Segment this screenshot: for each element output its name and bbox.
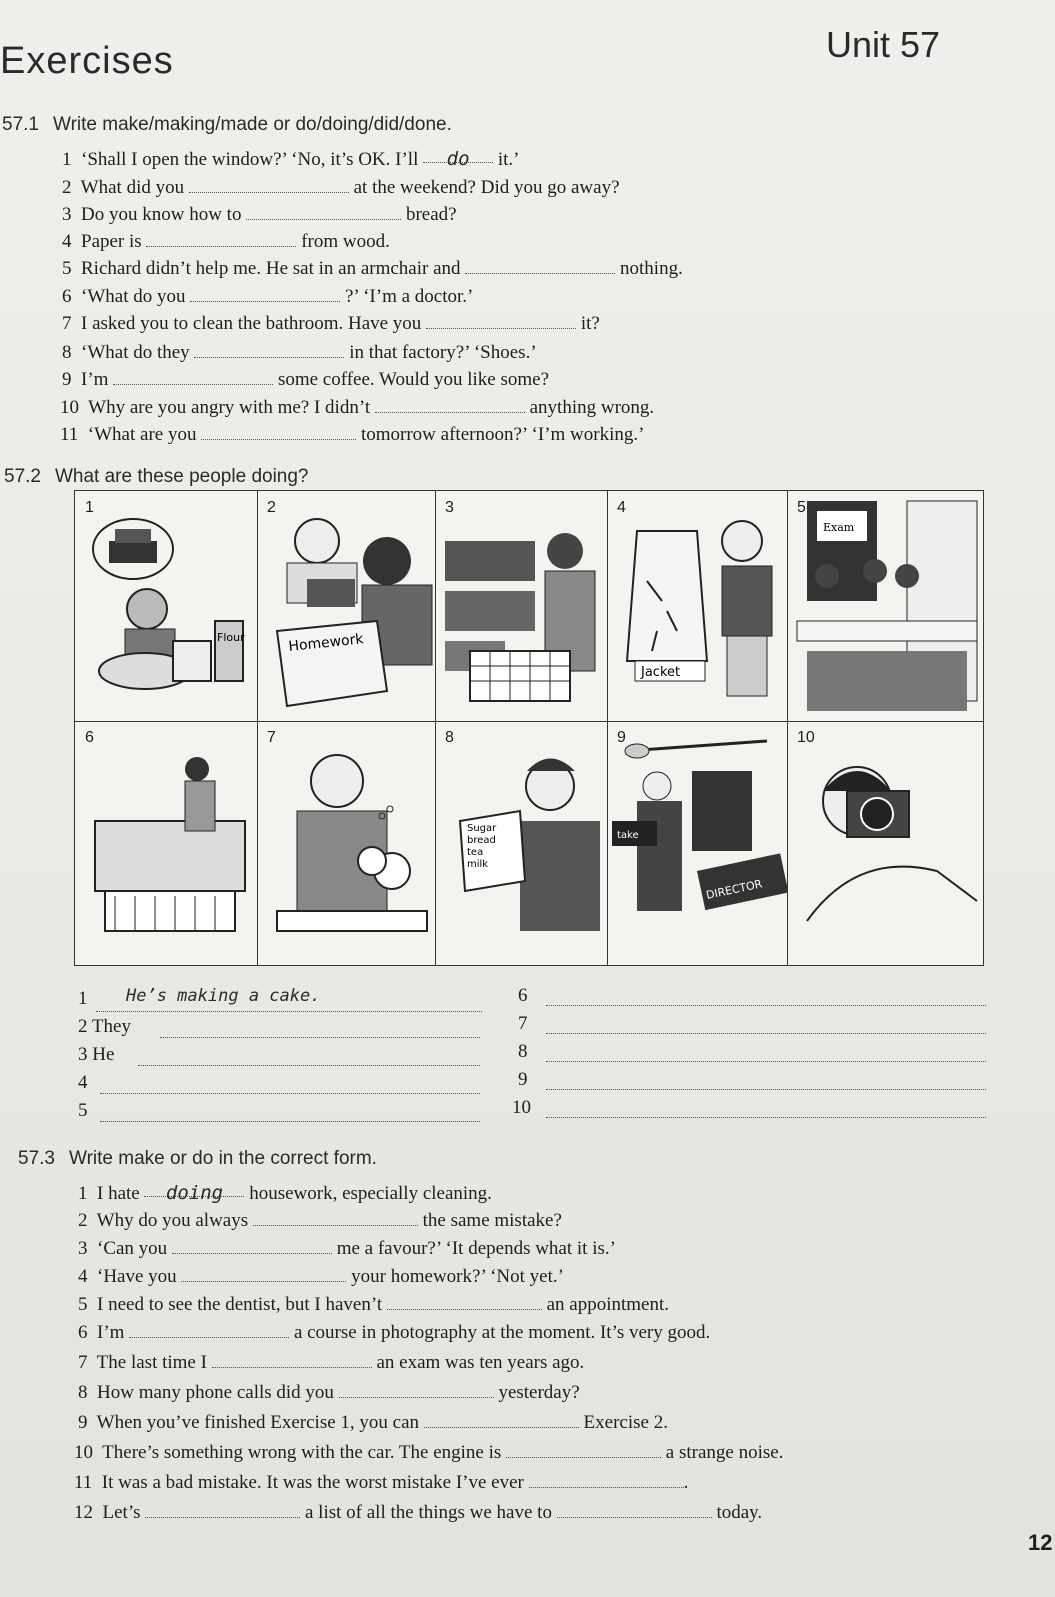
ex3-item-12 [74, 1502, 762, 1524]
item-number: 7 [518, 1013, 528, 1034]
item-text: I hate [97, 1183, 140, 1204]
answer-blank[interactable] [557, 1503, 712, 1518]
flour-label: Flour [217, 631, 245, 644]
item-text: ?’ ‘I’m a doctor.’ [344, 286, 474, 307]
item-number: 10 [512, 1097, 531, 1118]
ex1-item-2 [62, 177, 620, 199]
item-text: tomorrow afternoon?’ ‘I’m working.’ [360, 424, 645, 445]
item-number: 4 [78, 1072, 88, 1093]
item-text: a strange noise. [665, 1442, 784, 1463]
item-text: from wood. [301, 231, 390, 252]
baking-cake-illustration [75, 491, 257, 721]
ex3-item-3 [78, 1238, 616, 1260]
answer-line[interactable] [100, 1120, 480, 1122]
answer-blank[interactable] [246, 205, 401, 220]
item-number: 5 [78, 1294, 88, 1315]
item-text: some coffee. Would you like some? [277, 369, 550, 390]
item-text: How many phone calls did you [97, 1382, 334, 1403]
item-text: When you’ve finished Exercise 1, you can [96, 1412, 420, 1433]
answer-line[interactable] [138, 1064, 480, 1066]
exam-label: Exam [823, 521, 855, 534]
shopping-list-illustration [435, 721, 607, 965]
item-text: ‘What are you [87, 424, 197, 445]
picture-number: 7 [267, 729, 276, 746]
item-text: Why do you always [96, 1210, 249, 1231]
item-text: yesterday? [498, 1382, 580, 1403]
answer-blank[interactable] [424, 1413, 579, 1428]
item-text: Let’s [102, 1502, 141, 1523]
ex1-item-5 [62, 258, 683, 280]
item-number: 8 [518, 1041, 528, 1062]
answer-blank[interactable] [253, 1211, 418, 1226]
answer-blank[interactable] [506, 1443, 661, 1458]
item-number: 1 [62, 149, 72, 170]
item-number: 6 [62, 286, 72, 307]
list-item-milk: milk [467, 859, 489, 870]
ex3-item-4 [78, 1266, 564, 1288]
director-chair-label: DIRECTOR [704, 877, 764, 902]
item-text: Richard didn’t help me. He sat in an armchair and [81, 258, 461, 279]
picture-number: 9 [617, 729, 626, 746]
answer-prefix: He [92, 1044, 115, 1065]
ex2-answer-4 [78, 1072, 88, 1094]
answer-blank[interactable] [212, 1353, 372, 1368]
item-text: at the weekend? Did you go away? [353, 177, 620, 198]
picture-number: 2 [267, 499, 276, 516]
ex1-item-10 [60, 397, 654, 419]
picture-number: 1 [85, 499, 94, 516]
answer-blank[interactable] [189, 178, 349, 193]
item-text: anything wrong. [529, 397, 655, 418]
picture-number: 3 [445, 499, 454, 516]
item-number: 12 [74, 1502, 93, 1523]
item-text: Paper is [81, 231, 142, 252]
item-text: a course in photography at the moment. It’s very good. [293, 1322, 711, 1343]
page-title: Exercises [0, 40, 174, 82]
clapperboard-label: take [617, 830, 639, 841]
answer-blank[interactable] [172, 1239, 332, 1254]
item-number: 11 [60, 424, 79, 445]
page-number: 12 [1028, 1530, 1053, 1555]
item-number: 2 [78, 1210, 88, 1231]
item-text: Why are you angry with me? I didn’t [88, 397, 371, 418]
ex1-item-9 [62, 369, 549, 391]
answer-line[interactable] [160, 1036, 480, 1038]
answer-blank[interactable] [145, 1503, 300, 1518]
picture-3-shopping [435, 491, 608, 722]
item-text: Do you know how to [81, 204, 242, 225]
item-number: 3 [62, 204, 72, 225]
item-number: 11 [74, 1472, 93, 1493]
ex2-answer-1 [78, 988, 88, 1010]
item-number: 8 [62, 342, 72, 363]
homework-illustration [257, 491, 435, 721]
item-text: ‘What do you [81, 286, 186, 307]
item-text: the same mistake? [422, 1210, 562, 1231]
item-number: 2 [78, 1016, 88, 1037]
picture-number: 5 [797, 499, 806, 516]
ex2-answer-3 [78, 1044, 114, 1066]
washing-dishes-illustration [257, 721, 435, 965]
ex3-item-6 [78, 1322, 710, 1344]
item-text: I’m [97, 1322, 125, 1343]
ex3-item-2 [78, 1210, 562, 1232]
exercise-57-2-heading [4, 466, 309, 488]
ex2-answer-9 [518, 1069, 528, 1091]
exercise-57-3-heading [18, 1148, 377, 1170]
item-number: 7 [78, 1352, 88, 1373]
item-number: 10 [74, 1442, 93, 1463]
list-item-tea: tea [467, 847, 484, 858]
ex1-item-8 [62, 342, 537, 364]
answer-blank[interactable] [181, 1267, 346, 1282]
exercise-instruction: Write make/making/made or do/doing/did/done. [52, 114, 452, 135]
item-number: 6 [518, 985, 528, 1006]
exercise-instruction: What are these people doing? [54, 466, 309, 487]
list-item-bread: bread [467, 835, 496, 846]
ex3-item-11 [74, 1472, 688, 1494]
exam-illustration [787, 491, 983, 721]
item-text: I need to see the dentist, but I haven’t [97, 1294, 383, 1315]
item-text: it? [580, 313, 600, 334]
item-text: ‘Shall I open the window?’ ‘No, it’s OK. I’ll [81, 149, 419, 170]
item-text: today. [716, 1502, 763, 1523]
answer-line[interactable] [96, 1010, 482, 1012]
ex3-item-8 [78, 1382, 580, 1404]
item-text: an appointment. [546, 1294, 670, 1315]
answer-line[interactable] [546, 1116, 986, 1118]
item-text: . [683, 1472, 689, 1493]
item-text: bread? [405, 204, 457, 225]
picture-grid [74, 490, 984, 966]
answer-blank[interactable] [194, 343, 344, 358]
item-text: nothing. [620, 258, 683, 279]
ex1-item-4 [62, 231, 390, 253]
exercise-number: 57.2 [4, 466, 41, 487]
item-text: housework, especially cleaning. [249, 1183, 492, 1204]
item-text: your homework?’ ‘Not yet.’ [351, 1266, 564, 1287]
answer-line[interactable] [100, 1092, 480, 1094]
picture-10-photo [787, 721, 983, 965]
item-number: 5 [78, 1100, 88, 1121]
item-number: 4 [62, 231, 72, 252]
making-bed-illustration [75, 721, 257, 965]
item-text: I asked you to clean the bathroom. Have you [81, 313, 422, 334]
answer-blank[interactable] [129, 1323, 289, 1338]
ex2-answer-7 [518, 1013, 528, 1035]
picture-5-exam [787, 491, 983, 722]
picture-1-baking-cake [75, 491, 258, 722]
answer-blank[interactable] [190, 287, 340, 302]
answer-blank[interactable] [387, 1295, 542, 1310]
answer-blank[interactable] [339, 1383, 494, 1398]
item-number: 1 [78, 1183, 88, 1204]
item-text: The last time I [96, 1352, 207, 1373]
picture-6-making-bed [75, 721, 258, 965]
picture-9-film [607, 721, 788, 965]
jacket-label: Jacket [641, 665, 681, 680]
item-number: 10 [60, 397, 79, 418]
exercise-number: 57.3 [18, 1148, 55, 1169]
picture-number: 4 [617, 499, 626, 516]
exercise-instruction: Write make or do in the correct form. [68, 1148, 377, 1169]
shopping-illustration [435, 491, 607, 721]
ex1-item-6 [62, 286, 473, 308]
answer-line[interactable] [546, 1088, 986, 1090]
ex2-answer-2 [78, 1016, 131, 1038]
answer-line[interactable] [546, 1032, 986, 1034]
ex1-item-3 [62, 204, 457, 226]
list-item-sugar: Sugar [467, 823, 497, 834]
ex3-item-5 [78, 1294, 669, 1316]
answer-blank[interactable] [146, 232, 296, 247]
item-number: 2 [62, 177, 72, 198]
item-text: ‘Can you [97, 1238, 168, 1259]
item-text: I’m [81, 369, 109, 390]
picture-number: 10 [797, 729, 815, 746]
item-text: a list of all the things we have to [305, 1502, 552, 1523]
ex1-item-1 [62, 148, 520, 171]
ex1-item-7 [62, 313, 600, 335]
ex3-item-9 [78, 1412, 668, 1434]
exercise-57-1-heading [2, 114, 452, 136]
ex2-answer-8 [518, 1041, 528, 1063]
item-text: What did you [80, 177, 185, 198]
item-text: it.’ [497, 149, 520, 170]
ex1-item-11 [60, 424, 644, 446]
unit-label: Unit 57 [826, 24, 941, 65]
item-text: ‘What do they [81, 342, 190, 363]
ex2-answer-6 [518, 985, 528, 1007]
answer-blank[interactable] [375, 398, 525, 413]
item-number: 9 [78, 1412, 88, 1433]
handwritten-answer: He’s making a cake. [126, 986, 321, 1006]
item-number: 3 [78, 1238, 88, 1259]
answer-blank[interactable] [465, 259, 615, 274]
item-number: 9 [518, 1069, 528, 1090]
item-text: in that factory?’ ‘Shoes.’ [349, 342, 537, 363]
taking-photo-illustration [787, 721, 983, 965]
item-text: ‘Have you [97, 1266, 177, 1287]
item-number: 1 [78, 988, 88, 1009]
item-number: 8 [78, 1382, 88, 1403]
item-number: 3 [78, 1044, 88, 1065]
answer-blank[interactable]: doing [144, 1182, 244, 1197]
answer-blank[interactable] [529, 1473, 684, 1488]
exercise-number: 57.1 [2, 114, 39, 135]
item-number: 9 [62, 369, 72, 390]
picture-2-homework [257, 491, 436, 722]
answer-prefix: They [91, 1016, 131, 1037]
item-text: There’s something wrong with the car. The engine is [102, 1442, 502, 1463]
ex3-item-7 [78, 1352, 584, 1374]
picture-7-washing-dishes [257, 721, 436, 965]
ex2-answer-5 [78, 1100, 88, 1122]
answer-line[interactable] [546, 1004, 986, 1006]
answer-blank[interactable] [201, 425, 356, 440]
answer-blank[interactable] [426, 314, 576, 329]
picture-number: 8 [445, 729, 454, 746]
picture-4-jacket [607, 491, 788, 722]
item-number: 7 [62, 313, 72, 334]
ex2-answer-10 [512, 1097, 531, 1119]
item-number: 6 [78, 1322, 88, 1343]
homework-label: Homework [287, 631, 365, 655]
item-text: Exercise 2. [583, 1412, 668, 1433]
ex3-item-10 [74, 1442, 783, 1464]
item-text: It was a bad mistake. It was the worst mistake I’ve ever [101, 1472, 524, 1493]
picture-number: 6 [85, 729, 94, 746]
answer-blank[interactable]: do [423, 148, 493, 163]
answer-line[interactable] [546, 1060, 986, 1062]
item-number: 4 [78, 1266, 88, 1287]
jacket-illustration [607, 491, 787, 721]
item-text: me a favour?’ ‘It depends what it is.’ [336, 1238, 616, 1259]
ex3-item-1 [78, 1182, 492, 1205]
film-set-illustration [607, 721, 787, 965]
picture-8-shopping-list [435, 721, 608, 965]
item-text: an exam was ten years ago. [376, 1352, 585, 1373]
item-number: 5 [62, 258, 72, 279]
answer-blank[interactable] [113, 370, 273, 385]
